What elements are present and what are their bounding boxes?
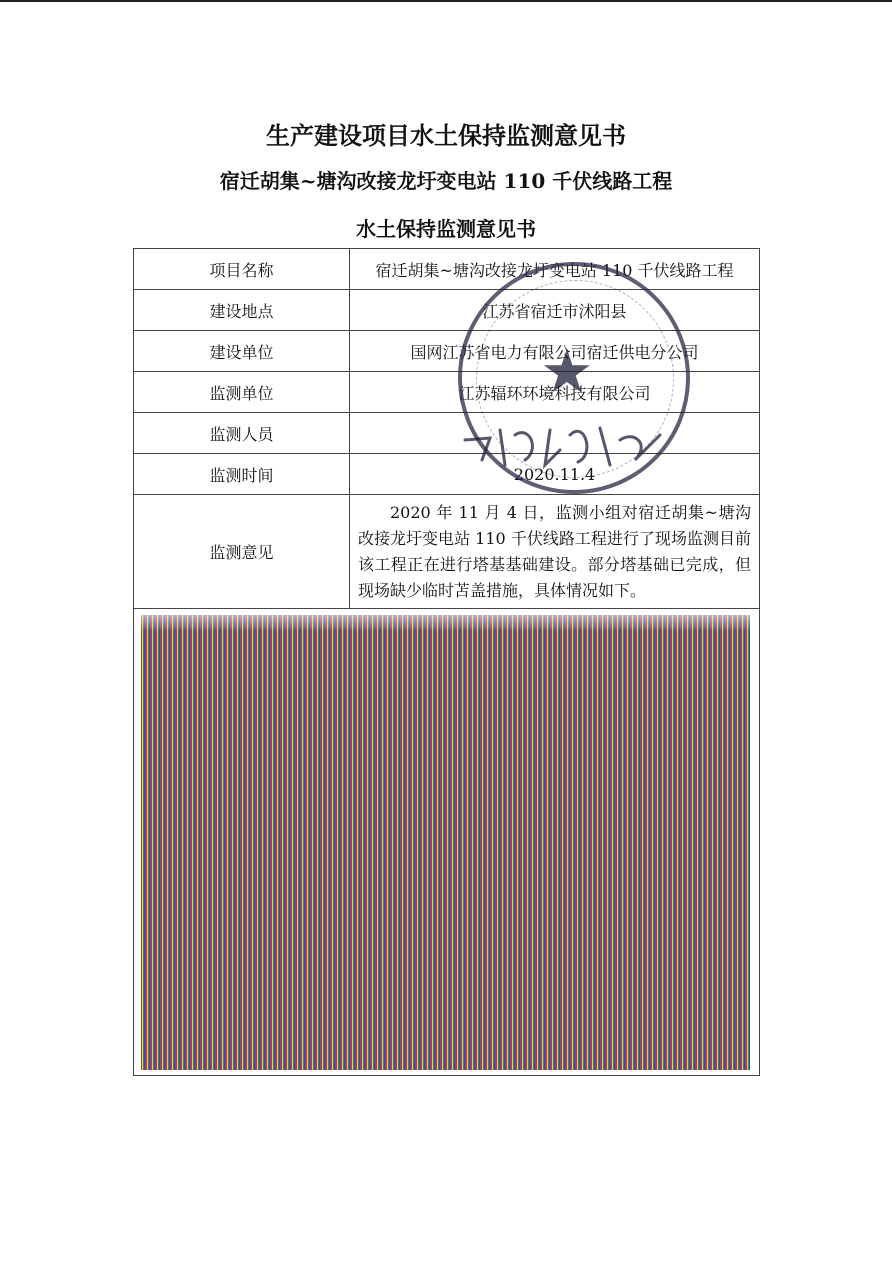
row-value: 江苏辐环环境科技有限公司 bbox=[350, 372, 760, 413]
document-subtitle: 水土保持监测意见书 bbox=[356, 217, 536, 241]
row-value: 国网江苏省电力有限公司宿迁供电分公司 bbox=[350, 331, 760, 372]
page-title: 生产建设项目水土保持监测意见书 bbox=[266, 121, 626, 150]
row-label: 建设单位 bbox=[134, 331, 350, 372]
table-row-photo bbox=[134, 609, 760, 1076]
row-label: 监测人员 bbox=[134, 413, 350, 454]
site-photo-image bbox=[141, 615, 750, 1070]
table-row-opinion bbox=[134, 495, 760, 609]
row-label: 监测意见 bbox=[134, 495, 350, 609]
row-label: 项目名称 bbox=[134, 249, 350, 290]
photo-cell bbox=[134, 609, 760, 1076]
row-label: 建设地点 bbox=[134, 290, 350, 331]
opinion-text: 2020 年 11 月 4 日，监测小组对宿迁胡集~塘沟改接龙圩变电站 110 千伏线路工程进行了现场监测目前该工程正在进行塔基基础建设。部分塔基础已完成，但现场缺少临时苫盖措施，具体情况如下。 bbox=[350, 495, 760, 609]
row-value: 宿迁胡集~塘沟改接龙圩变电站 110 千伏线路工程 bbox=[350, 249, 760, 290]
page-top-border bbox=[0, 0, 892, 2]
row-label: 监测单位 bbox=[134, 372, 350, 413]
row-label: 监测时间 bbox=[134, 454, 350, 495]
row-value: 2020.11.4 bbox=[350, 454, 760, 495]
project-title: 宿迁胡集~塘沟改接龙圩变电站 110 千伏线路工程 bbox=[219, 169, 673, 193]
row-value: 江苏省宿迁市沭阳县 bbox=[350, 290, 760, 331]
handwritten-signature-icon bbox=[460, 410, 670, 480]
seal-star-icon: ★ bbox=[540, 337, 594, 407]
table-row-project-name bbox=[134, 249, 760, 290]
